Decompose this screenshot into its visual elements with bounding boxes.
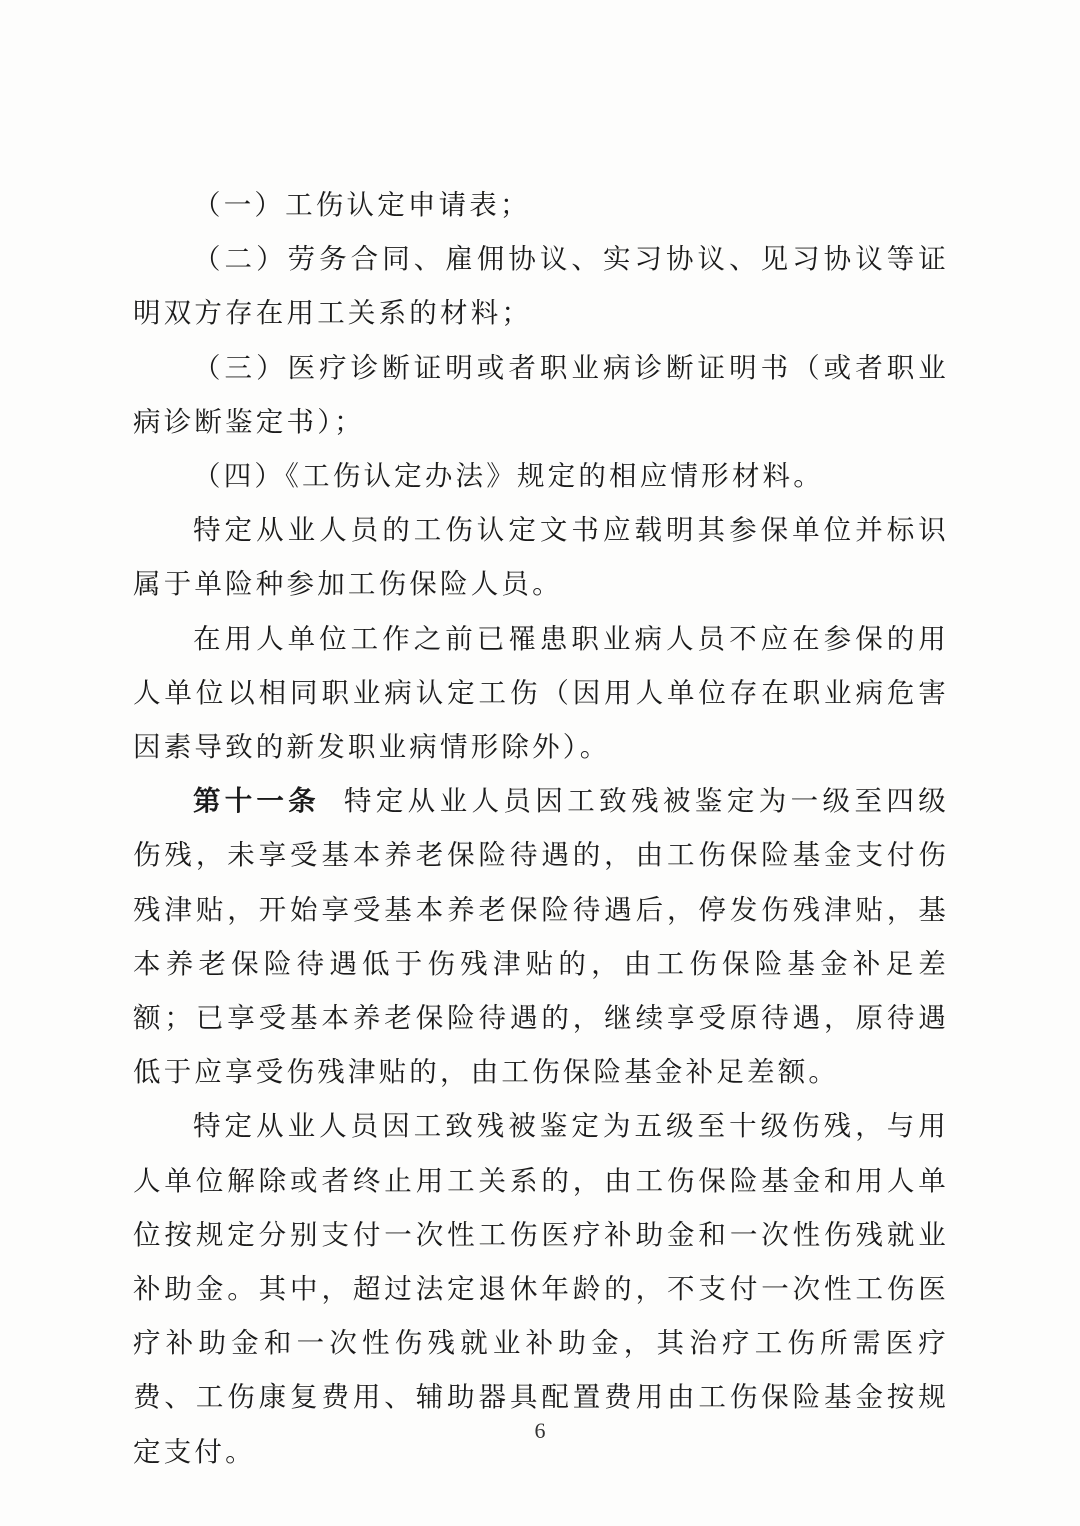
list-item-2: （二）劳务合同、雇佣协议、实习协议、见习协议等证明双方存在用工关系的材料； — [133, 243, 949, 330]
paragraph-occupational-disease: 在用人单位工作之前已罹患职业病人员不应在参保的用人单位以相同职业病认定工伤（因用人单位存在职业病危害因素导致的新发职业病情形除外）。 — [133, 622, 949, 764]
article-heading: 第十一条 — [193, 785, 320, 818]
article-11 — [133, 774, 949, 1099]
page-number: 6 — [534, 1418, 546, 1443]
list-item-1: （一）工伤认定申请表； — [193, 189, 531, 221]
paragraph-disability-5-10: 特定从业人员因工致残被鉴定为五级至十级伤残，与用人单位解除或者终止用工关系的，由工伤保险基金和用人单位按规定分别支付一次性工伤医疗补助金和一次性伤残就业补助金。其中，超过法定退休年龄的，不支付一次性工伤医疗补助金和一次性伤残就业补助金，其治疗工伤所需医疗费、工伤康复费用、辅助器具配置费用由工伤保险基金按规定支付。 — [133, 1110, 949, 1468]
body-text — [133, 178, 949, 1479]
list-item-3: （三）医疗诊断证明或者职业病诊断证明书（或者职业病诊断鉴定书）； — [133, 351, 949, 438]
article-11-text: 特定从业人员因工致残被鉴定为一级至四级伤残，未享受基本养老保险待遇的，由工伤保险基金支付伤残津贴，开始享受基本养老保险待遇后，停发伤残津贴，基本养老保险待遇低于伤残津贴的，由工伤保险基金补足差额；已享受基本养老保险待遇的，继续享受原待遇，原待遇低于应享受伤残津贴的，由工伤保险基金补足差额。 — [133, 785, 949, 1089]
paragraph-certificate: 特定从业人员的工伤认定文书应载明其参保单位并标识属于单险种参加工伤保险人员。 — [133, 514, 949, 601]
list-item-4: （四）《工伤认定办法》规定的相应情形材料。 — [193, 460, 824, 493]
